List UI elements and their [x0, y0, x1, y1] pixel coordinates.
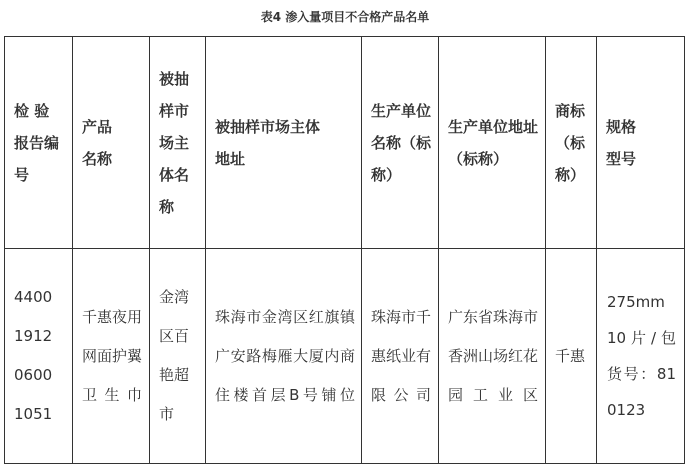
- header-market-name: 被抽样市场主体名称: [150, 37, 206, 249]
- header-market-address: 被抽样市场主体地址: [206, 37, 362, 249]
- cell-producer-name: 珠海市千惠纸业有限公司: [362, 249, 439, 464]
- cell-market-address: 珠海市金湾区红旗镇广安路梅雁大厦内商住楼首层B号铺位: [206, 249, 362, 464]
- header-row: [5, 37, 685, 249]
- table-row: [5, 249, 685, 464]
- header-report-no: 检 验报告编号: [5, 37, 73, 249]
- cell-product-name: 千惠夜用网面护翼卫生巾: [73, 249, 150, 464]
- cell-report-no: 4400191206001051: [5, 249, 73, 464]
- cell-market-name: 金湾区百艳超市: [150, 249, 206, 464]
- header-product-name: 产品名称: [73, 37, 150, 249]
- header-spec: 规格型号: [597, 37, 685, 249]
- header-producer-address: 生产单位地址（标称）: [439, 37, 546, 249]
- cell-spec: 275mm 10片/包 货号：810123: [597, 249, 685, 464]
- unqualified-products-table: [4, 36, 685, 464]
- cell-brand: 千惠: [546, 249, 597, 464]
- table-caption: 表4 渗入量项目不合格产品名单: [260, 10, 430, 24]
- header-producer-name: 生产单位名称（标称）: [362, 37, 439, 249]
- cell-producer-address: 广东省珠海市香洲山场红花园工业区: [439, 249, 546, 464]
- header-brand: 商标（标称）: [546, 37, 597, 249]
